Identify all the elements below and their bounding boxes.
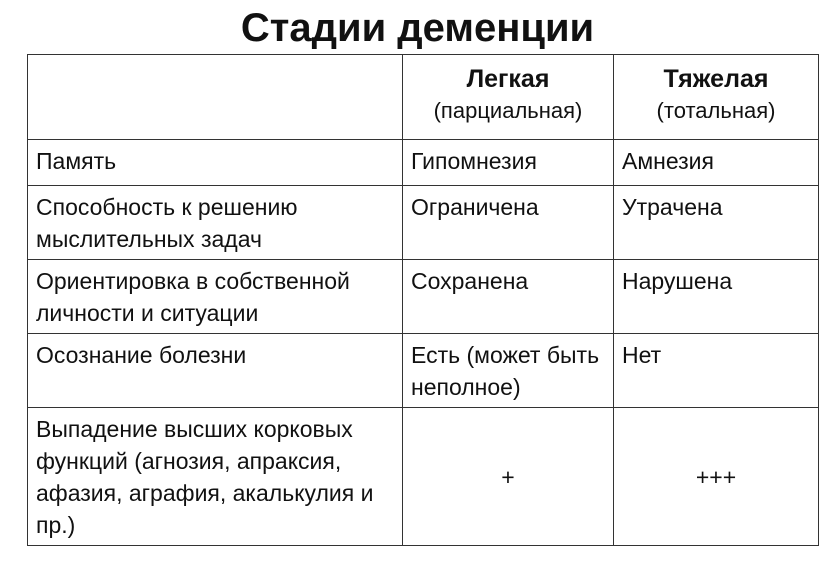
header-severe-subtitle: (тотальная) bbox=[656, 98, 776, 123]
header-light-title: Легкая bbox=[466, 65, 550, 93]
row-label: Выпадение высших корковых функций (агнозия, апраксия, афазия, аграфия, акалькулия и пр.) bbox=[28, 408, 403, 546]
row-light-value: + bbox=[403, 408, 614, 546]
row-severe-value: Нет bbox=[614, 334, 819, 408]
page-title: Стадии деменции bbox=[240, 6, 595, 50]
table-header-row bbox=[28, 55, 819, 140]
table-row bbox=[28, 408, 819, 546]
row-label: Способность к решению мыслительных задач bbox=[28, 186, 403, 260]
row-severe-value: Нарушена bbox=[614, 260, 819, 334]
row-light-value: Ограничена bbox=[403, 186, 614, 260]
header-cell-light bbox=[403, 55, 614, 140]
row-label: Ориентировка в собственной личности и ситуации bbox=[28, 260, 403, 334]
row-light-value: Сохранена bbox=[403, 260, 614, 334]
row-severe-value: Амнезия bbox=[614, 140, 819, 186]
header-cell-severe bbox=[614, 55, 819, 140]
table-row bbox=[28, 140, 819, 186]
row-label: Осознание болезни bbox=[28, 334, 403, 408]
table-row bbox=[28, 186, 819, 260]
row-light-value: Есть (может быть неполное) bbox=[403, 334, 614, 408]
table-row bbox=[28, 260, 819, 334]
header-severe-title: Тяжелая bbox=[663, 65, 769, 93]
header-light-subtitle: (парциальная) bbox=[433, 98, 583, 123]
row-light-value: Гипомнезия bbox=[403, 140, 614, 186]
row-severe-value: Утрачена bbox=[614, 186, 819, 260]
table-row bbox=[28, 334, 819, 408]
header-empty-cell bbox=[28, 55, 403, 140]
dementia-stages-table bbox=[27, 54, 819, 546]
row-label: Память bbox=[28, 140, 403, 186]
row-severe-value: +++ bbox=[614, 408, 819, 546]
